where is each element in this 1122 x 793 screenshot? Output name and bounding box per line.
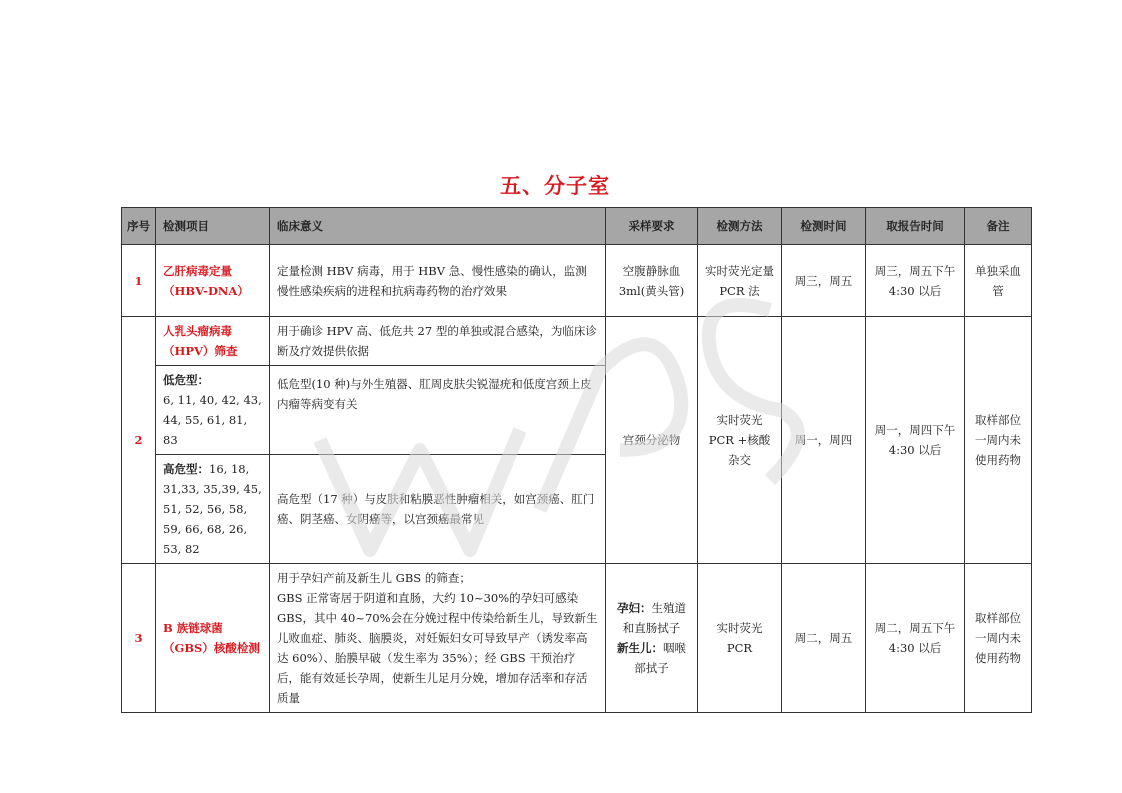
header-sample: 采样要求 — [606, 208, 698, 245]
header-note: 备注 — [965, 208, 1032, 245]
low-risk-meaning: 低危型(10 种)与外生殖器、肛周皮肤尖锐湿疣和低度宫颈上皮内瘤等病变有关 — [270, 366, 606, 455]
header-report: 取报告时间 — [866, 208, 965, 245]
low-risk-cell — [156, 366, 270, 455]
gbs-meaning-line-2: GBS 正常寄居于阴道和直肠，大约 10~30%的孕妇可感染 GBS，其中 40~70%会在分娩过程中传染给新生儿，导致新生儿败血症、肺炎、脑膜炎，对妊娠妇女可导致早产（诱发率高达 60%）、胎膜早破（发生率为 35%）；经 GBS 干预治疗后，能有效延长孕周，使新生儿足月分娩，增加存活率和存活质量 — [277, 591, 598, 705]
sample-newborn-label: 新生儿： — [617, 641, 663, 655]
row-report: 周一，周四下午4:30 以后 — [866, 317, 965, 564]
row-meaning: 用于确诊 HPV 高、低危共 27 型的单独或混合感染，为临床诊断及疗效提供依据 — [270, 317, 606, 366]
header-item: 检测项目 — [156, 208, 270, 245]
header-seq: 序号 — [122, 208, 156, 245]
row-method: 实时荧光 PCR +核酸杂交 — [698, 317, 782, 564]
row-method: 实时荧光定量PCR 法 — [698, 245, 782, 317]
row-seq: 3 — [122, 564, 156, 713]
header-method: 检测方法 — [698, 208, 782, 245]
row-sample: 宫颈分泌物 — [606, 317, 698, 564]
page-title: 五、分子室 — [500, 173, 610, 198]
row-item: 人乳头瘤病毒（HPV）筛查 — [156, 317, 270, 366]
row-sample: 空腹静脉血3ml(黄头管) — [606, 245, 698, 317]
row-time: 周二，周五 — [782, 564, 866, 713]
high-risk-label: 高危型： — [163, 462, 209, 476]
row-item: 乙肝病毒定量（HBV-DNA） — [156, 245, 270, 317]
row-seq: 2 — [122, 317, 156, 564]
header-time: 检测时间 — [782, 208, 866, 245]
high-risk-meaning: 高危型（17 种）与皮肤和粘膜恶性肿瘤相关，如宫颈癌、肛门癌、阴茎癌、女阴癌等，以宫颈癌最常见 — [270, 455, 606, 564]
high-risk-types: 16, 18, 31,33, 35,39, 45, 51, 52, 56, 58, 59, 66, 68, 26, 53, 82 — [163, 462, 262, 556]
row-note: 取样部位一周内未使用药物 — [965, 564, 1032, 713]
row-method: 实时荧光 PCR — [698, 564, 782, 713]
row-time: 周一，周四 — [782, 317, 866, 564]
sample-newborn: 咽喉部拭子 — [634, 641, 686, 675]
table-row — [122, 564, 1032, 713]
row-note: 取样部位一周内未使用药物 — [965, 317, 1032, 564]
row-item: B 族链球菌（GBS）核酸检测 — [156, 564, 270, 713]
sample-pregnant: 生殖道和直肠拭子 — [622, 601, 686, 635]
low-risk-label: 低危型： — [163, 373, 209, 387]
header-meaning: 临床意义 — [270, 208, 606, 245]
high-risk-cell — [156, 455, 270, 564]
gbs-meaning-line-1: 用于孕妇产前及新生儿 GBS 的筛查； — [277, 571, 471, 585]
table-header-row — [122, 208, 1032, 245]
row-report: 周三，周五下午4:30 以后 — [866, 245, 965, 317]
sample-pregnant-label: 孕妇： — [617, 601, 652, 615]
row-meaning: 定量检测 HBV 病毒，用于 HBV 急、慢性感染的确认，监测慢性感染疾病的进程和抗病毒药物的治疗效果 — [270, 245, 606, 317]
row-time: 周三，周五 — [782, 245, 866, 317]
row-meaning — [270, 564, 606, 713]
row-seq: 1 — [122, 245, 156, 317]
row-sample — [606, 564, 698, 713]
low-risk-types: 6, 11, 40, 42, 43, 44, 55, 61, 81, 83 — [163, 393, 262, 447]
table-row — [122, 245, 1032, 317]
table-row — [122, 317, 1032, 366]
row-note: 单独采血管 — [965, 245, 1032, 317]
row-report: 周二，周五下午4:30 以后 — [866, 564, 965, 713]
lab-items-table — [121, 207, 1032, 713]
